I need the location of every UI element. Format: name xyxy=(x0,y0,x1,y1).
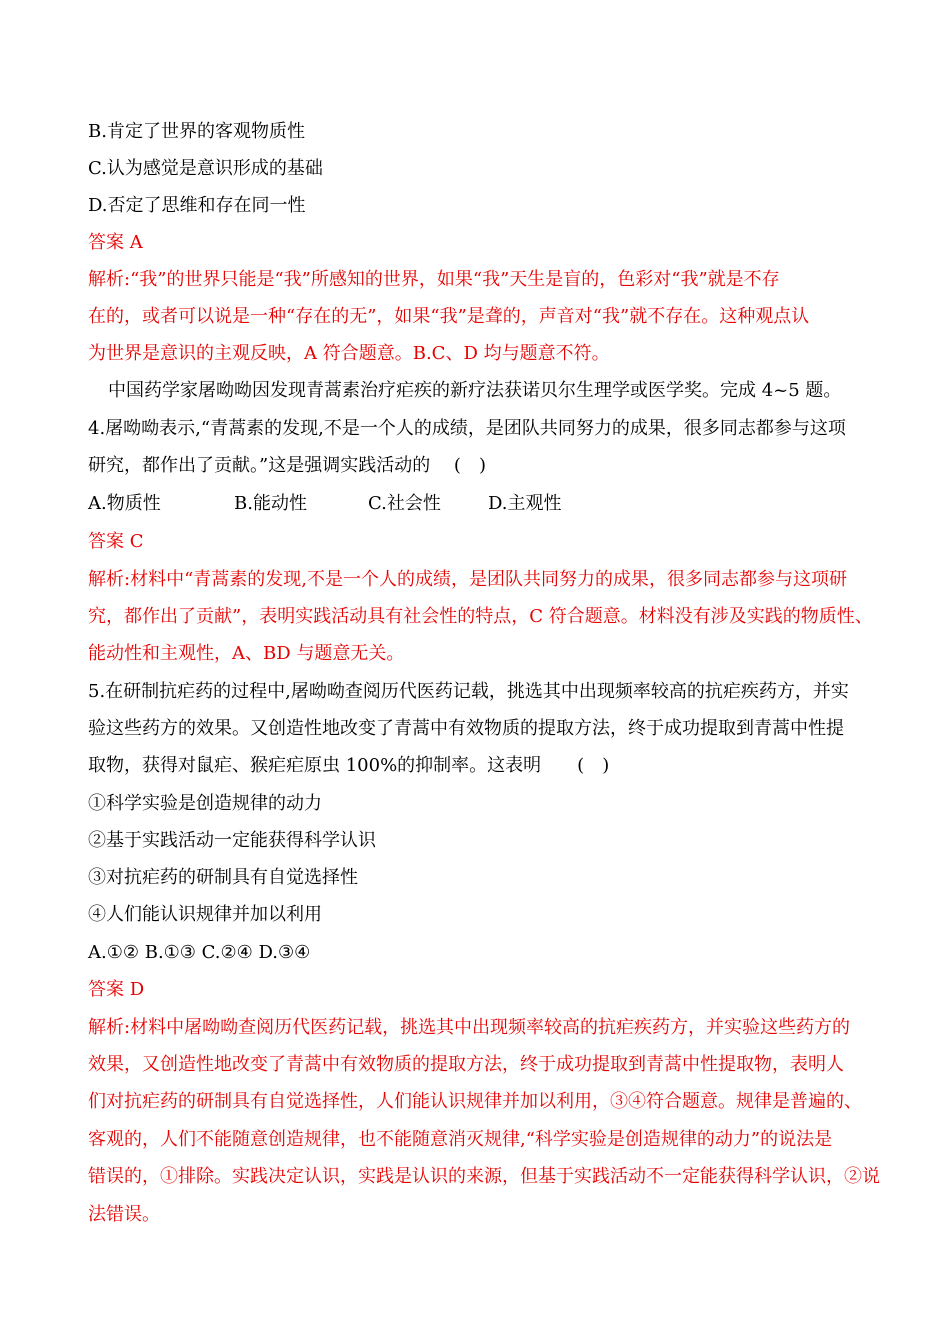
q5-options: A.①② B.①③ C.②④ D.③④ xyxy=(88,942,311,963)
q3-analysis-line: 为世界是意识的主观反映，A 符合题意。B.C、D 均与题意不符。 xyxy=(88,343,610,364)
q5-stem-line: 5.在研制抗疟药的过程中,屠呦呦查阅历代医药记载，挑选其中出现频率较高的抗疟疾药方，并实 xyxy=(88,681,849,702)
q4-option-c: C.社会性 xyxy=(368,493,441,514)
section-intro: 中国药学家屠呦呦因发现青蒿素治疗疟疾的新疗法获诺贝尔生理学或医学奖。完成 4~5 题。 xyxy=(108,380,842,401)
q5-analysis-line: 们对抗疟药的研制具有自觉选择性，人们能认识规律并加以利用，③④符合题意。规律是普遍的、 xyxy=(88,1091,862,1112)
q4-analysis-line: 解析:材料中“青蒿素的发现,不是一个人的成绩，是团队共同努力的成果，很多同志都参与这项研 xyxy=(88,569,847,590)
q5-analysis-line: 客观的，人们不能随意创造规律，也不能随意消灭规律,“科学实验是创造规律的动力”的说法是 xyxy=(88,1129,833,1150)
q3-answer: 答案 A xyxy=(88,232,143,253)
q5-analysis-line: 解析:材料中屠呦呦查阅历代医药记载，挑选其中出现频率较高的抗疟疾药方，并实验这些药方的 xyxy=(88,1017,851,1038)
q5-item: ①科学实验是创造规律的动力 xyxy=(88,793,322,814)
q5-answer: 答案 D xyxy=(88,979,145,1000)
q4-option-b: B.能动性 xyxy=(234,493,307,514)
q5-item: ③对抗疟药的研制具有自觉选择性 xyxy=(88,867,358,888)
q4-analysis-line: 究，都作出了贡献”，表明实践活动具有社会性的特点，C 符合题意。材料没有涉及实践的物质性、 xyxy=(88,606,873,627)
q4-answer: 答案 C xyxy=(88,531,144,552)
q4-stem-line: 4.屠呦呦表示,“青蒿素的发现,不是一个人的成绩，是团队共同努力的成果，很多同志都参与这项 xyxy=(88,418,846,439)
q5-analysis-line: 效果，又创造性地改变了青蒿中有效物质的提取方法，终于成功提取到青蒿中性提取物，表明人 xyxy=(88,1054,844,1075)
q5-item: ④人们能认识规律并加以利用 xyxy=(88,904,322,925)
q4-analysis-line: 能动性和主观性，A、BD 与题意无关。 xyxy=(88,643,405,664)
q4-option-d: D.主观性 xyxy=(488,493,562,514)
q4-stem-line: 研究，都作出了贡献。”这是强调实践活动的 ( ) xyxy=(88,455,486,476)
q3-analysis-line: 在的，或者可以说是一种“存在的无”，如果“我”是聋的，声音对“我”就不存在。这种观点认 xyxy=(88,306,810,327)
q3-option-b: B.肯定了世界的客观物质性 xyxy=(88,121,305,142)
q5-item: ②基于实践活动一定能获得科学认识 xyxy=(88,830,376,851)
q5-stem-line: 取物，获得对鼠疟、猴疟疟原虫 100%的抑制率。这表明 ( ) xyxy=(88,755,610,776)
q3-option-d: D.否定了思维和存在同一性 xyxy=(88,195,306,216)
q5-analysis-line: 法错误。 xyxy=(88,1204,160,1225)
q3-option-c: C.认为感觉是意识形成的基础 xyxy=(88,158,323,179)
q5-stem-line: 验这些药方的效果。又创造性地改变了青蒿中有效物质的提取方法，终于成功提取到青蒿中性提 xyxy=(88,718,844,739)
q5-analysis-line: 错误的，①排除。实践决定认识，实践是认识的来源，但基于实践活动不一定能获得科学认识，②说 xyxy=(88,1166,880,1187)
q4-option-a: A.物质性 xyxy=(88,493,161,514)
q3-analysis-line: 解析:“我”的世界只能是“我”所感知的世界，如果“我”天生是盲的，色彩对“我”就是不存 xyxy=(88,269,780,290)
q4-options xyxy=(88,492,908,516)
